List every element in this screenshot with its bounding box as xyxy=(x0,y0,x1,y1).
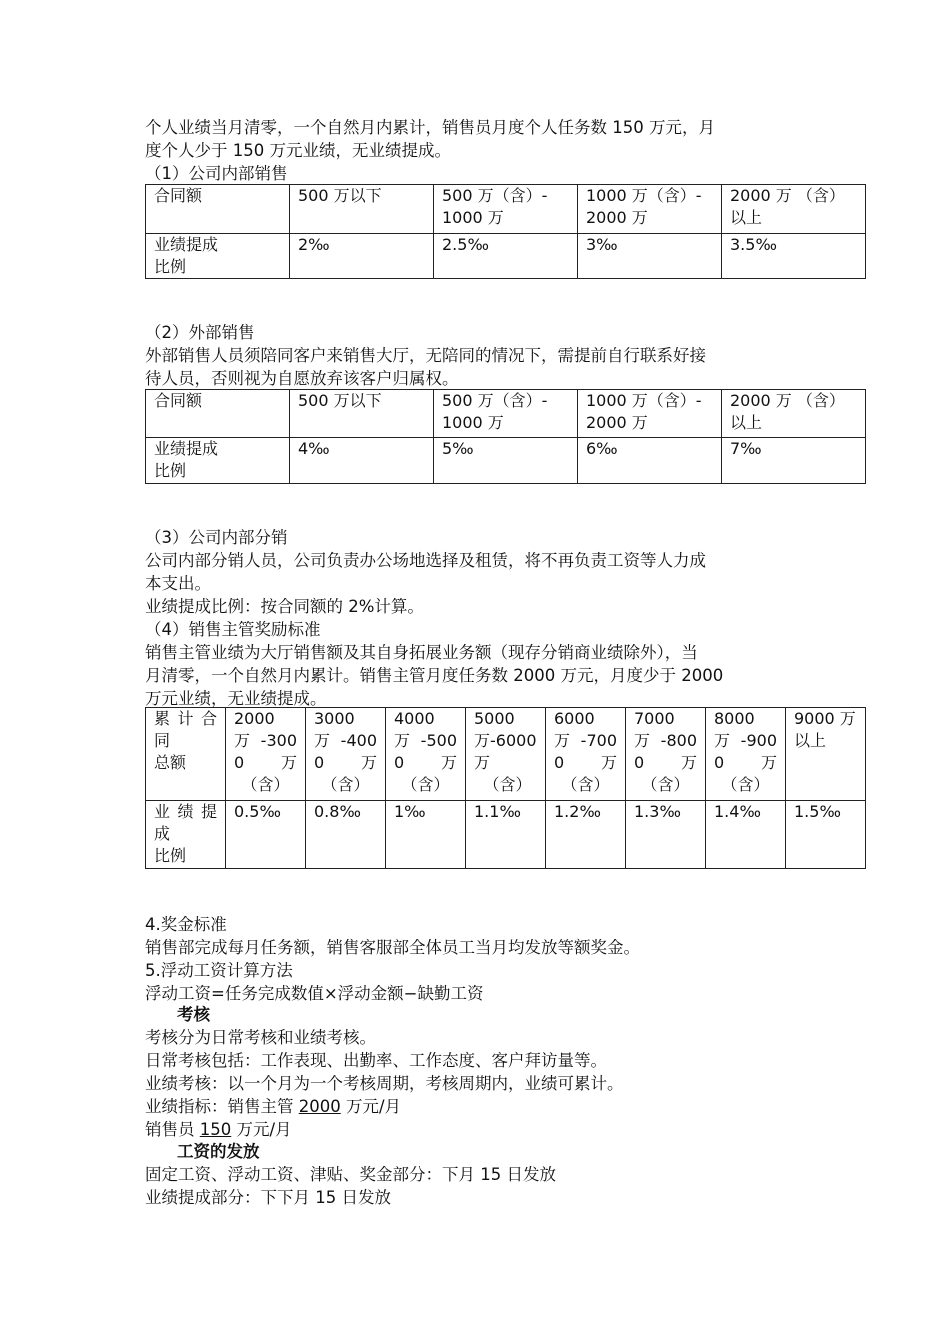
internal-sales-table xyxy=(145,184,866,279)
paragraph-line: 公司内部分销人员，公司负责办公场地选择及租赁，将不再负责工资等人力成 xyxy=(145,551,706,570)
text-segment: 业绩指标：销售主管 xyxy=(145,1097,299,1116)
table-cell: 6‰ xyxy=(578,438,722,484)
paragraph-line: 万元业绩，无业绩提成。 xyxy=(145,689,327,708)
table-cell: 4000 万 -500 0 万 （含） xyxy=(386,708,466,801)
paragraph-line: 考核分为日常考核和业绩考核。 xyxy=(145,1028,376,1047)
table-cell: 500 万（含）- 1000 万 xyxy=(434,185,578,234)
table-cell: 1.3‰ xyxy=(626,801,706,869)
table-cell: 1.1‰ xyxy=(466,801,546,869)
paragraph-line: 业绩考核：以一个月为一个考核周期，考核周期内，业绩可累计。 xyxy=(145,1074,624,1093)
table-cell: 9000 万 以上 xyxy=(786,708,866,801)
table-cell: 5‰ xyxy=(434,438,578,484)
text-segment: 万元/月 xyxy=(340,1097,402,1116)
table-cell: 业绩提 成 比例 xyxy=(146,801,226,869)
table-row xyxy=(146,438,866,484)
paragraph-line: 月清零，一个自然月内累计。销售主管月度任务数 2000 万元，月度少于 2000 xyxy=(145,666,724,685)
table-cell: 累计合 同 总额 xyxy=(146,708,226,801)
table-row xyxy=(146,185,866,234)
table-cell: 7‰ xyxy=(722,438,866,484)
table-cell: 3000 万 -400 0 万 （含） xyxy=(306,708,386,801)
section-heading-assessment: 考核 xyxy=(177,1005,210,1024)
table-cell: 500 万（含）- 1000 万 xyxy=(434,390,578,438)
table-cell: 2‰ xyxy=(290,234,434,279)
table-cell: 合同额 xyxy=(146,390,290,438)
table-cell: 2000 万 （含） 以上 xyxy=(722,185,866,234)
table-cell: 6000 万 -700 0 万 （含） xyxy=(546,708,626,801)
paragraph-line xyxy=(145,1095,401,1118)
table-cell: 1.5‰ xyxy=(786,801,866,869)
paragraph-line: 业绩提成部分：下下月 15 日发放 xyxy=(145,1188,391,1207)
table-cell: 1‰ xyxy=(386,801,466,869)
paragraph-line: 业绩提成比例：按合同额的 2%计算。 xyxy=(145,597,424,616)
table-cell: 4‰ xyxy=(290,438,434,484)
section-heading: （2）外部销售 xyxy=(145,323,255,342)
external-sales-table xyxy=(145,389,866,484)
table-cell: 业绩提成 比例 xyxy=(146,438,290,484)
paragraph-line: 个人业绩当月清零，一个自然月内累计，销售员月度个人任务数 150 万元，月 xyxy=(145,118,715,137)
section-heading-payment: 工资的发放 xyxy=(177,1142,260,1161)
table-cell: 业绩提成 比例 xyxy=(146,234,290,279)
table-cell: 2.5‰ xyxy=(434,234,578,279)
table-cell: 500 万以下 xyxy=(290,390,434,438)
underlined-value: 2000 xyxy=(298,1097,341,1116)
table-cell: 0.5‰ xyxy=(226,801,306,869)
table-cell: 1.4‰ xyxy=(706,801,786,869)
section-heading: 4.奖金标准 xyxy=(145,915,227,934)
table-cell: 3.5‰ xyxy=(722,234,866,279)
table-cell: 2000 万 -300 0 万 （含） xyxy=(226,708,306,801)
text-segment: 万元/月 xyxy=(231,1120,292,1139)
paragraph-line: 待人员，否则视为自愿放弃该客户归属权。 xyxy=(145,369,459,388)
paragraph-line: 浮动工资=任务完成数值×浮动金额−缺勤工资 xyxy=(145,984,484,1003)
table-cell: 5000 万-6000 万 （含） xyxy=(466,708,546,801)
table-cell: 0.8‰ xyxy=(306,801,386,869)
table-cell: 3‰ xyxy=(578,234,722,279)
section-heading: （1）公司内部销售 xyxy=(145,164,288,183)
table-cell: 合同额 xyxy=(146,185,290,234)
paragraph-line: 外部销售人员须陪同客户来销售大厅，无陪同的情况下，需提前自行联系好接 xyxy=(145,346,706,365)
section-heading: （3）公司内部分销 xyxy=(145,528,288,547)
paragraph-line: 本支出。 xyxy=(145,574,211,593)
paragraph-line: 销售主管业绩为大厅销售额及其自身拓展业务额（现存分销商业绩除外），当 xyxy=(145,643,698,662)
table-cell: 500 万以下 xyxy=(290,185,434,234)
table-cell: 1000 万（含）- 2000 万 xyxy=(578,390,722,438)
paragraph-line: 度个人少于 150 万元业绩，无业绩提成。 xyxy=(145,141,451,160)
table-cell: 2000 万 （含） 以上 xyxy=(722,390,866,438)
supervisor-reward-table xyxy=(145,707,866,869)
paragraph-line xyxy=(145,1118,292,1141)
underlined-value: 150 xyxy=(199,1120,232,1139)
table-cell: 7000 万 -800 0 万 （含） xyxy=(626,708,706,801)
paragraph-line: 固定工资、浮动工资、津贴、奖金部分：下月 15 日发放 xyxy=(145,1165,556,1184)
table-row xyxy=(146,708,866,801)
table-cell: 8000 万 -900 0 万 （含） xyxy=(706,708,786,801)
table-row xyxy=(146,390,866,438)
paragraph-line: 销售部完成每月任务额，销售客服部全体员工当月均发放等额奖金。 xyxy=(145,938,640,957)
table-cell: 1000 万（含）- 2000 万 xyxy=(578,185,722,234)
section-heading: （4）销售主管奖励标准 xyxy=(145,620,321,639)
table-row xyxy=(146,234,866,279)
section-heading: 5.浮动工资计算方法 xyxy=(145,961,293,980)
text-segment: 销售员 xyxy=(145,1120,200,1139)
table-row xyxy=(146,801,866,869)
paragraph-line: 日常考核包括：工作表现、出勤率、工作态度、客户拜访量等。 xyxy=(145,1051,607,1070)
table-cell: 1.2‰ xyxy=(546,801,626,869)
